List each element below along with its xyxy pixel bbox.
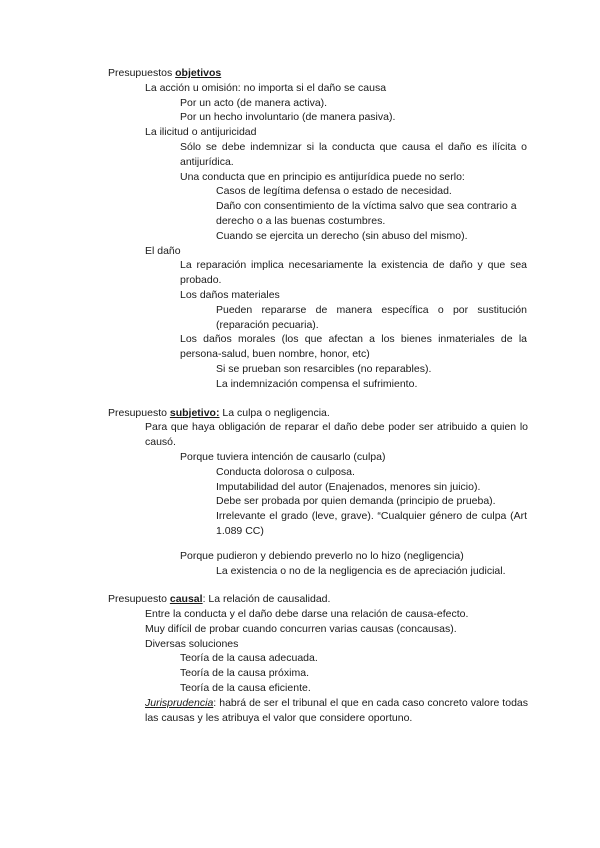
- sub-sub-item: Conducta dolorosa o culposa.: [216, 465, 355, 478]
- sub-sub-item: Irrelevante el grado (leve, grave). “Cualquier género de culpa (Art 1.089 CC): [216, 510, 527, 537]
- list-item-1: La acción u omisión: no importa si el daño se causa: [145, 81, 387, 94]
- sub-sub-item: Imputabilidad del autor (Enajenados, menores sin juicio).: [216, 480, 481, 493]
- sub-sub-item: Teoría de la causa eficiente.: [180, 682, 311, 695]
- sub-item: Muy difícil de probar cuando concurren varias causas (concausas).: [145, 622, 457, 635]
- sub-item: Una conducta que en principio es antijurídica puede no serlo:: [180, 170, 465, 183]
- keyword-causal: causal: [169, 593, 203, 606]
- sub-item-jurisprudencia: Jurisprudencia: habrá de ser el tribunal el que en cada caso concreto valore todas las causas y les atribuya el valor que considere oportuno.: [145, 696, 528, 724]
- sub-sub-item: Daño con consentimiento de la víctima salvo que sea contrario a derecho o a las buenas costumbres.: [216, 200, 517, 227]
- sub-item: La reparación implica necesariamente la existencia de daño y que sea probado.: [180, 259, 527, 287]
- sub-sub-item: Cuando se ejercita un derecho (sin abuso del mismo).: [216, 229, 468, 242]
- sub-sub-item: Pueden repararse de manera específica o por sustitución (reparación pecuaria).: [216, 303, 527, 331]
- section-heading-causal: Presupuesto causal: La relación de causalidad.: [108, 593, 331, 606]
- sub-sub-item: Teoría de la causa próxima.: [180, 667, 309, 680]
- sub-item: Por un hecho involuntario (de manera pasiva).: [180, 111, 396, 124]
- sub-item: Los daños materiales: [180, 288, 280, 301]
- sub-sub-item: La existencia o no de la negligencia es de apreciación judicial.: [216, 564, 506, 577]
- sub-sub-item: Casos de legítima defensa o estado de necesidad.: [216, 185, 452, 198]
- sub-sub-item: La indemnización compensa el sufrimiento.: [216, 377, 418, 390]
- sub-sub-item: Si se prueban son resarcibles (no reparables).: [216, 362, 432, 375]
- sub-item: Entre la conducta y el daño debe darse una relación de causa-efecto.: [145, 608, 469, 621]
- sub-item: Por un acto (de manera activa).: [180, 96, 328, 109]
- sub-item: Los daños morales (los que afectan a los bienes inmateriales de la persona-salud, buen nombre, honor, etc): [180, 333, 527, 361]
- sub-item: Porque pudieron y debiendo preverlo no lo hizo (negligencia): [180, 549, 464, 562]
- keyword-jurisprudencia: Jurisprudencia: [145, 696, 214, 709]
- sub-sub-item: Debe ser probada por quien demanda (principio de prueba).: [216, 495, 496, 508]
- sub-item: Porque tuviera intención de causarlo (culpa): [180, 450, 386, 463]
- sub-item: Sólo se debe indemnizar si la conducta que causa el daño es ilícita o antijurídica.: [180, 140, 527, 168]
- list-item-2: La ilicitud o antijuricidad: [145, 126, 257, 139]
- document-page: [0, 66, 600, 725]
- section-heading-subjetivo: Presupuesto subjetivo: La culpa o negligencia.: [108, 406, 330, 419]
- list-item-3: El daño: [145, 244, 181, 257]
- sub-sub-item: Teoría de la causa adecuada.: [180, 652, 318, 665]
- sub-item: Diversas soluciones: [145, 637, 239, 650]
- keyword-subjetivo: subjetivo:: [169, 406, 220, 419]
- sub-item: Para que haya obligación de reparar el daño debe poder ser atribuido a quien lo causó.: [145, 421, 528, 449]
- keyword-objetivos: objetivos: [175, 67, 222, 79]
- section-heading-objetivos: Presupuestos objetivos: [108, 67, 222, 79]
